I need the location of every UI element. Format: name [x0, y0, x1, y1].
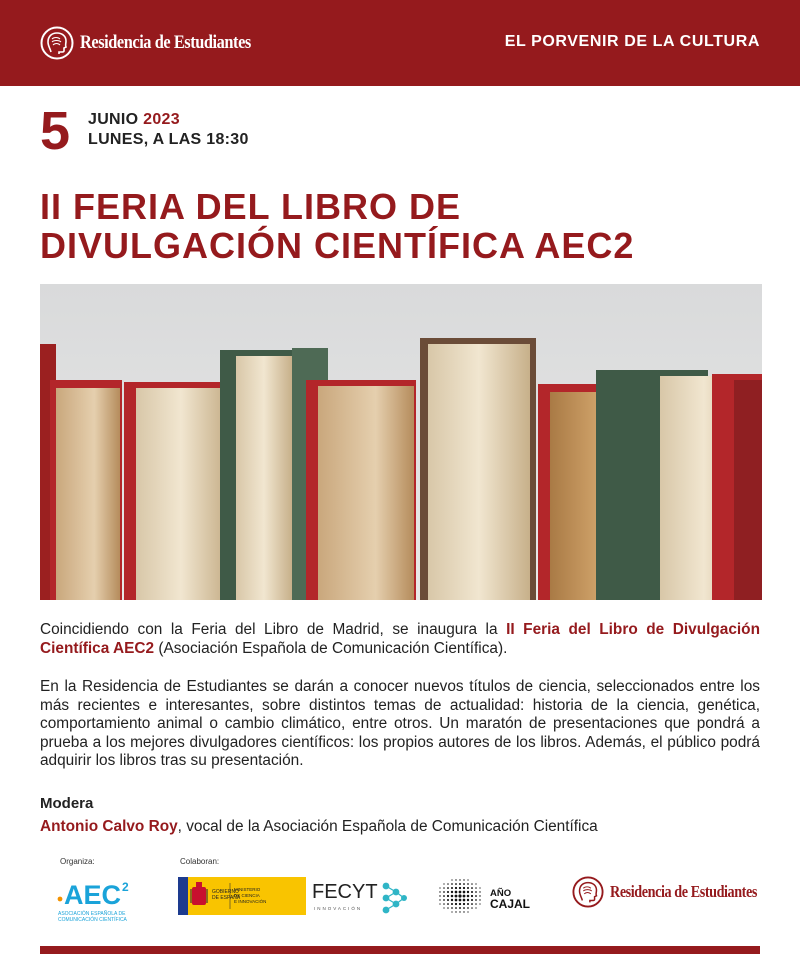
event-title — [40, 187, 780, 265]
residencia-footer-name: Residencia de Estudiantes — [610, 882, 757, 901]
intro-text: Coincidiendo con la Feria del Libro de Madrid, se inaugura la — [40, 621, 507, 638]
intro-paragraph — [40, 621, 760, 658]
cajal-line2: CAJAL — [490, 897, 531, 911]
ministry-line1: MINISTERIO — [234, 887, 261, 892]
gobierno-espana-logo[interactable] — [178, 877, 306, 915]
fair-name-highlight: II Feria del Libro de Divulgación Científica AEC2 — [40, 621, 760, 657]
fecyt-logo[interactable] — [310, 872, 410, 920]
cajal-line1: AÑO — [490, 888, 512, 899]
ano-cajal-logo[interactable] — [436, 874, 546, 918]
slogan: EL PORVENIR DE LA CULTURA — [504, 33, 760, 50]
organiza-label: Organiza: — [60, 857, 95, 866]
moderator-label: Modera — [40, 795, 94, 812]
brand-logo[interactable] — [40, 26, 279, 60]
event-month-year — [88, 110, 249, 130]
intro-text-rest: (Asociación Española de Comunicación Científica). — [154, 639, 508, 657]
fecyt-sub: INNOVACIÓN — [314, 906, 363, 911]
moderator-name: Antonio Calvo Roy — [40, 818, 178, 835]
gob-line2: DE ESPAÑA — [212, 895, 241, 901]
event-year: 2023 — [143, 111, 180, 128]
brand-name: Residencia de Estudiantes — [80, 32, 251, 53]
description-paragraph: En la Residencia de Estudiantes se darán a conocer nuevos títulos de ciencia, seleccionados entre los más recientes e interesantes, sobre distintos temas de actualidad: historia de la ciencia, genética, comportamiento animal o cambio climático, entre otros. Un maratón de presentaciones que pondrá a prueba a los mejores divulgadores científicos: los propios autores de los libros. Además, el público podrá adquirir los libros tras su presentación. — [40, 678, 760, 770]
aec-sub2: COMUNICACIÓN CIENTÍFICA — [58, 917, 127, 922]
residencia-footer-logo[interactable] — [572, 876, 781, 908]
event-weekday-time: LUNES, A LAS 18:30 — [88, 131, 249, 148]
header-bar — [0, 0, 800, 86]
aec-sub1: ASOCIACIÓN ESPAÑOLA DE — [58, 911, 126, 917]
gob-line1: GOBIERNO — [212, 889, 239, 895]
aec-sup: 2 — [122, 880, 129, 894]
event-title-line1: II FERIA DEL LIBRO DE — [40, 186, 462, 227]
ministry-line2: DE CIENCIA — [234, 893, 260, 898]
moderator-role: , vocal de la Asociación Española de Comunicación Científica — [177, 818, 598, 835]
colaboran-label: Colaboran: — [180, 857, 220, 866]
event-day: 5 — [40, 101, 71, 161]
event-month: JUNIO — [88, 111, 139, 128]
bottom-bar — [40, 946, 760, 954]
head-profile-icon — [40, 26, 74, 60]
fecyt-name: FECYT — [312, 881, 378, 903]
aec-mark: AEC — [64, 880, 122, 910]
ministry-line3: E INNOVACIÓN — [234, 899, 267, 904]
aec2-logo[interactable] — [56, 874, 136, 922]
event-date-lines — [88, 110, 249, 150]
moderator-line — [40, 818, 598, 836]
books-photo — [40, 284, 762, 600]
dot-pattern-icon — [439, 879, 480, 912]
head-profile-icon — [572, 876, 604, 908]
event-title-line2: DIVULGACIÓN CIENTÍFICA AEC2 — [40, 225, 635, 266]
molecule-icon — [383, 883, 407, 914]
